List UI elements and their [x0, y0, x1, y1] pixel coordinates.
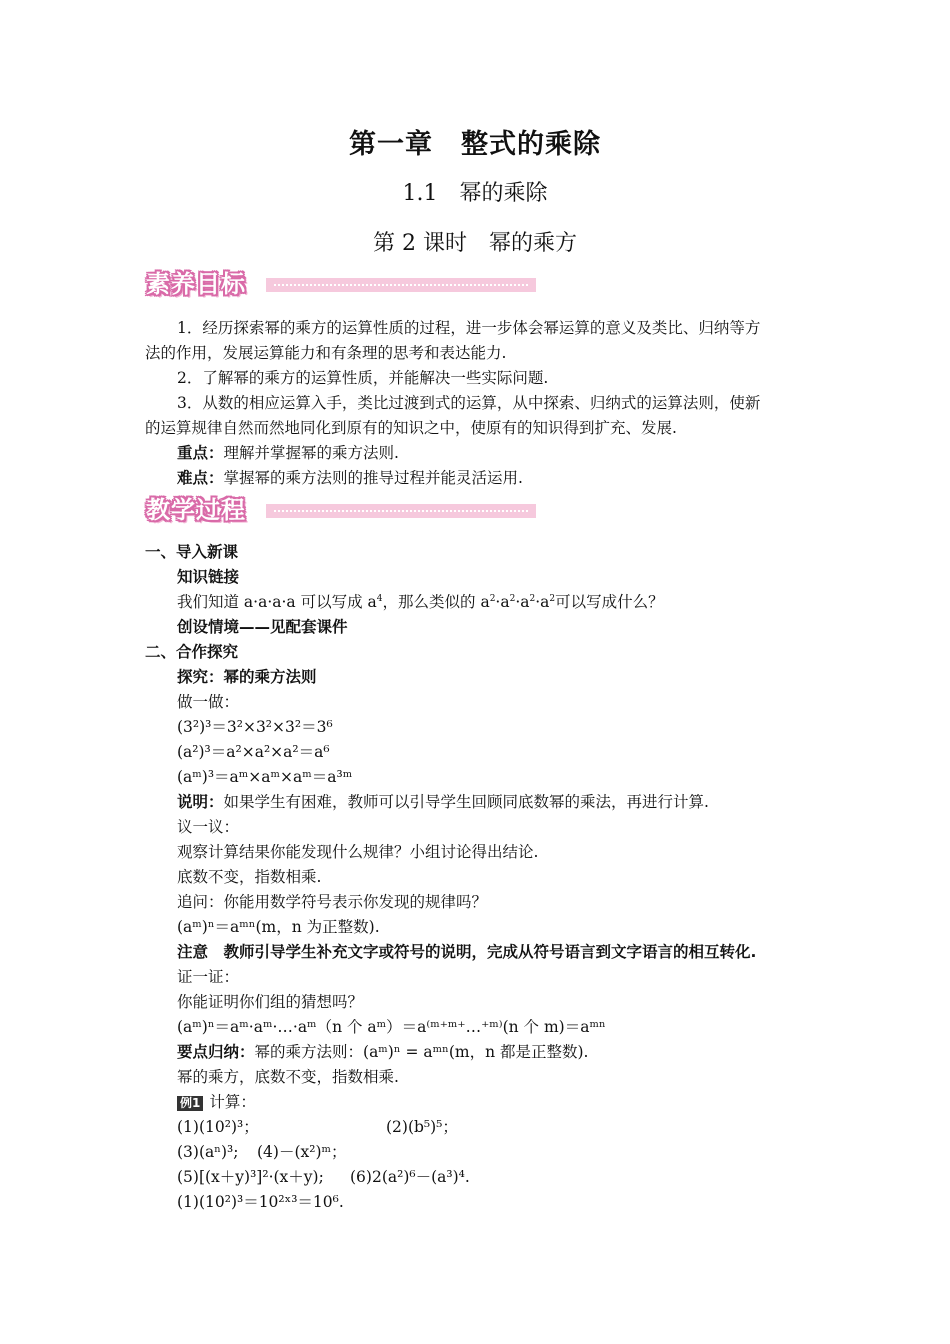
exercise-3: (3)(aⁿ)³; [177, 1143, 239, 1161]
discuss-answer: 底数不变，指数相乘. [177, 868, 322, 886]
banner-dots [274, 510, 528, 514]
equation-3: (aᵐ)³＝aᵐ×aᵐ×aᵐ＝a³ᵐ [177, 768, 353, 786]
follow-up-question: 追问：你能用数学符号表示你发现的规律吗？ [177, 893, 488, 911]
key-text: 理解并掌握幂的乘方法则. [223, 444, 399, 462]
process-banner-label: 教学过程 [146, 496, 246, 524]
summary-label: 要点归纳： [177, 1043, 255, 1061]
goal-3-line-1: 3．从数的相应运算入手，类比过渡到式的运算，从中探索、归纳式的运算法则，使新 [177, 394, 761, 412]
section-title: 1.1 幂的乘除 [402, 181, 548, 206]
exercise-4: (4)－(x²)ᵐ； [257, 1143, 347, 1161]
section-2-heading: 二、合作探究 [145, 643, 239, 661]
goal-3-line-2: 的运算规律自然而然地同化到原有的知识之中，使原有的知识得到扩充、发展. [145, 419, 677, 437]
goals-banner-label: 素养目标 [146, 270, 246, 298]
discuss-label: 议一议： [177, 818, 240, 836]
exercise-5: (5)[(x＋y)³]²·(x＋y); [177, 1168, 324, 1186]
do-label: 做一做： [177, 693, 240, 711]
exercise-6: (6)2(a²)⁶－(a³)⁴. [350, 1168, 470, 1186]
attention-label: 注意 [177, 943, 209, 961]
summary-words: 幂的乘方，底数不变，指数相乘. [177, 1068, 399, 1086]
note [177, 790, 709, 815]
exercise-1: (1)(10²)³； [177, 1118, 259, 1136]
equation-2: (a²)³＝a²×a²×a²＝a⁶ [177, 743, 330, 761]
solution-1: (1)(10²)³＝10²ˣ³＝10⁶. [177, 1193, 344, 1211]
prove-label: 证一证： [177, 968, 240, 986]
note-label: 说明： [177, 793, 224, 811]
goals-banner [144, 264, 536, 298]
chapter-title: 第一章 整式的乘除 [349, 129, 601, 160]
equation-1: (3²)³＝3²×3²×3²＝3⁶ [177, 718, 333, 736]
discuss-question: 观察计算结果你能发现什么规律？小组讨论得出结论. [177, 843, 539, 861]
proof-equation: (aᵐ)ⁿ＝aᵐ·aᵐ·…·aᵐ（n 个 aᵐ）＝a⁽ᵐ⁺ᵐ⁺…⁺ᵐ⁾(n 个 m)＝aᵐⁿ [177, 1018, 606, 1036]
attention [177, 940, 756, 965]
summary-text: 幂的乘方法则：(aᵐ)ⁿ = aᵐⁿ(m，n 都是正整数). [254, 1043, 589, 1061]
attention-text: 教师引导学生补充文字或符号的说明，完成从符号语言到文字语言的相互转化. [223, 943, 757, 961]
difficulty-label: 难点： [177, 469, 224, 487]
difficulty-point [177, 466, 523, 491]
example-heading [177, 1090, 256, 1115]
rule-symbolic: (aᵐ)ⁿ＝aᵐⁿ(m，n 为正整数). [177, 918, 380, 936]
example-label: 计算： [209, 1093, 256, 1111]
intro-question: 我们知道 a·a·a·a 可以写成 $a^4$，那么类似的 $a^2\cdot a^2\cdot a^2\cdot a^2$可以写成什么？ [177, 593, 664, 611]
summary [177, 1040, 589, 1065]
explore-title: 探究：幂的乘方法则 [177, 668, 317, 686]
prove-question: 你能证明你们组的猜想吗？ [177, 993, 364, 1011]
example-tag: 例1 [177, 1096, 203, 1111]
key-point [177, 441, 399, 466]
note-text: 如果学生有困难，教师可以引导学生回顾同底数幂的乘法，再进行计算. [223, 793, 709, 811]
section-1-heading: 一、导入新课 [145, 543, 239, 561]
lesson-title: 第 2 课时 幂的乘方 [373, 231, 577, 256]
goal-1-line-2: 法的作用，发展运算能力和有条理的思考和表达能力. [145, 344, 507, 362]
goal-2: 2．了解幂的乘方的运算性质，并能解决一些实际问题. [177, 369, 549, 387]
difficulty-text: 掌握幂的乘方法则的推导过程并能灵活运用. [223, 469, 523, 487]
goal-1-line-1: 1．经历探索幂的乘方的运算性质的过程，进一步体会幂运算的意义及类比、归纳等方 [177, 319, 761, 337]
knowledge-link: 知识链接 [177, 568, 240, 586]
scene-note: 创设情境——见配套课件 [177, 618, 348, 636]
process-banner [144, 490, 536, 524]
exercise-2: (2)(b⁵)⁵； [386, 1118, 458, 1136]
banner-dots [274, 284, 528, 288]
key-label: 重点： [177, 444, 224, 462]
